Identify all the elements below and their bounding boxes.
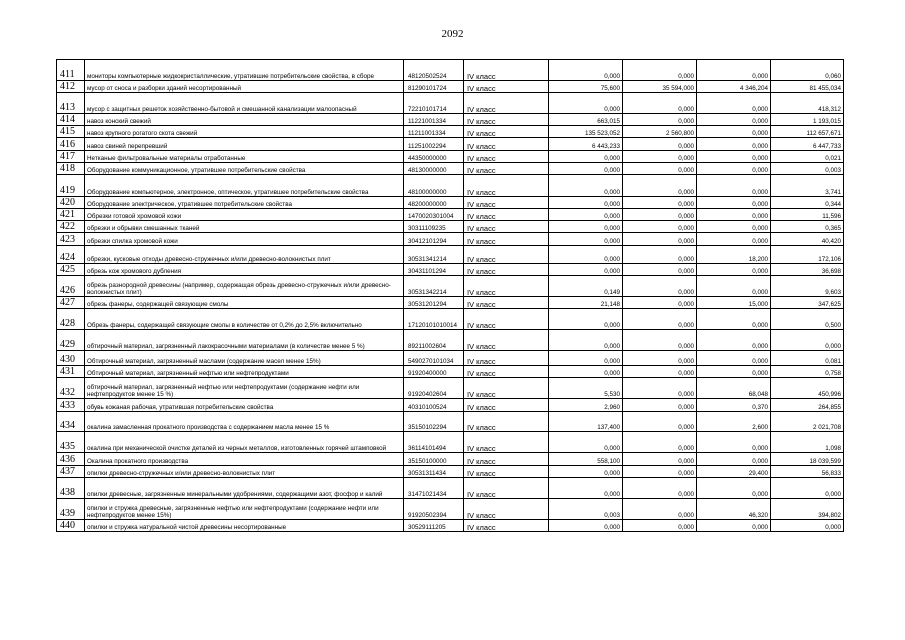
- value-1: 0,000: [549, 432, 623, 453]
- value-3: 0,000: [697, 276, 771, 297]
- value-1: 0,000: [549, 221, 623, 233]
- row-number: 434: [57, 412, 85, 432]
- row-number: 439: [57, 499, 85, 520]
- value-1: 0,000: [549, 351, 623, 366]
- value-2: 0,000: [623, 478, 697, 499]
- value-1: 0,149: [549, 276, 623, 297]
- waste-code: 91920502394: [404, 499, 464, 520]
- value-4: 418,312: [771, 93, 844, 114]
- value-3: 0,000: [697, 351, 771, 366]
- hazard-class: IV класс: [464, 221, 549, 233]
- value-4: 81 455,034: [771, 81, 844, 93]
- value-2: 0,000: [623, 93, 697, 114]
- value-4: 2 021,708: [771, 412, 844, 432]
- page-number: 2092: [441, 28, 464, 40]
- hazard-class: IV класс: [464, 264, 549, 276]
- row-number: 412: [57, 81, 85, 93]
- value-2: 0,000: [623, 412, 697, 432]
- row-number: 411: [57, 60, 85, 81]
- waste-name: опилки и стружка древесные, загрязненные нефтью или нефтепродуктами (содержание нефти или нефтепродуктов менее 15%): [85, 499, 404, 520]
- table-row: [57, 378, 844, 399]
- row-number: 415: [57, 126, 85, 138]
- hazard-class: IV класс: [464, 351, 549, 366]
- row-number: 440: [57, 520, 85, 532]
- value-2: 0,000: [623, 276, 697, 297]
- waste-name: опилки древесно-стружечных и/или древесно-волокнистых плит: [85, 466, 404, 478]
- value-2: 0,000: [623, 60, 697, 81]
- waste-code: 30412101294: [404, 233, 464, 246]
- hazard-class: IV класс: [464, 478, 549, 499]
- row-number: 422: [57, 221, 85, 233]
- value-4: 9,603: [771, 276, 844, 297]
- value-4: 11,596: [771, 209, 844, 221]
- value-4: 0,344: [771, 197, 844, 209]
- table-row: [57, 81, 844, 93]
- hazard-class: IV класс: [464, 138, 549, 151]
- table-row: [57, 466, 844, 478]
- row-number: 414: [57, 114, 85, 126]
- value-2: 2 560,800: [623, 126, 697, 138]
- value-3: 0,000: [697, 233, 771, 246]
- table-row: [57, 246, 844, 264]
- hazard-class: IV класс: [464, 60, 549, 81]
- row-number: 428: [57, 309, 85, 330]
- waste-name: окалина замасленная прокатного производства с содержанием масла менее 15 %: [85, 412, 404, 432]
- hazard-class: IV класс: [464, 93, 549, 114]
- waste-code: 5490270101034: [404, 351, 464, 366]
- waste-name: опилки и стружка натуральной чистой древесины несортированные: [85, 520, 404, 532]
- waste-code: 30529111205: [404, 520, 464, 532]
- row-number: 438: [57, 478, 85, 499]
- waste-name: Оборудование коммуникационное, утратившее потребительские свойства: [85, 163, 404, 175]
- row-number: 418: [57, 163, 85, 175]
- waste-name: мусор от сноса и разборки зданий несортированный: [85, 81, 404, 93]
- hazard-class: IV класс: [464, 126, 549, 138]
- table-row: [57, 520, 844, 532]
- value-4: 1 193,015: [771, 114, 844, 126]
- row-number: 436: [57, 453, 85, 466]
- waste-code: 17120101010014: [404, 309, 464, 330]
- waste-name: Нетканые фильтровальные материалы отработанные: [85, 151, 404, 163]
- hazard-class: IV класс: [464, 366, 549, 378]
- hazard-class: IV класс: [464, 466, 549, 478]
- waste-code: 11211001334: [404, 126, 464, 138]
- table-row: [57, 221, 844, 233]
- hazard-class: IV класс: [464, 297, 549, 309]
- hazard-class: IV класс: [464, 330, 549, 351]
- value-1: 0,000: [549, 309, 623, 330]
- value-3: 29,400: [697, 466, 771, 478]
- waste-name: Обрезь фанеры, содержащей связующие смолы в количестве от 0,2% до 2,5% включительно: [85, 309, 404, 330]
- waste-name: окалина при механической очистке деталей из черных металлов, изготовленных горячей штамповкой: [85, 432, 404, 453]
- row-number: 437: [57, 466, 85, 478]
- value-2: 0,000: [623, 246, 697, 264]
- row-number: 416: [57, 138, 85, 151]
- hazard-class: IV класс: [464, 432, 549, 453]
- value-1: 0,000: [549, 366, 623, 378]
- waste-name: мусор с защитных решеток хозяйственно-бытовой и смешанной канализации малоопасный: [85, 93, 404, 114]
- value-1: 5,530: [549, 378, 623, 399]
- table-row: [57, 432, 844, 453]
- value-3: 0,000: [697, 520, 771, 532]
- value-3: 0,000: [697, 138, 771, 151]
- value-3: 0,000: [697, 93, 771, 114]
- value-4: 394,802: [771, 499, 844, 520]
- waste-code: 81290101724: [404, 81, 464, 93]
- waste-code: 72210101714: [404, 93, 464, 114]
- row-number: 432: [57, 378, 85, 399]
- value-1: 135 523,052: [549, 126, 623, 138]
- waste-name: обрезь разнородной древесины (например, содержащая обрезь древесно-стружечных и/или древесно-волокнистых плит): [85, 276, 404, 297]
- waste-name: обрезь фанеры, содержащей связующие смолы: [85, 297, 404, 309]
- value-3: 15,000: [697, 297, 771, 309]
- row-number: 433: [57, 399, 85, 412]
- hazard-class: IV класс: [464, 499, 549, 520]
- table-row: [57, 138, 844, 151]
- waste-code: 31471021434: [404, 478, 464, 499]
- table-row: [57, 175, 844, 197]
- value-4: 0,758: [771, 366, 844, 378]
- waste-code: 89211002604: [404, 330, 464, 351]
- hazard-class: IV класс: [464, 151, 549, 163]
- waste-code: 35150100000: [404, 453, 464, 466]
- value-2: 0,000: [623, 309, 697, 330]
- table-row: [57, 366, 844, 378]
- row-number: 429: [57, 330, 85, 351]
- value-2: 0,000: [623, 499, 697, 520]
- value-1: 0,000: [549, 466, 623, 478]
- value-4: 450,996: [771, 378, 844, 399]
- value-3: 68,048: [697, 378, 771, 399]
- value-2: 0,000: [623, 264, 697, 276]
- waste-code: 30431101294: [404, 264, 464, 276]
- value-2: 0,000: [623, 466, 697, 478]
- row-number: 425: [57, 264, 85, 276]
- row-number: 413: [57, 93, 85, 114]
- hazard-class: IV класс: [464, 399, 549, 412]
- value-2: 0,000: [623, 453, 697, 466]
- table-row: [57, 233, 844, 246]
- hazard-class: IV класс: [464, 197, 549, 209]
- waste-code: 48130000000: [404, 163, 464, 175]
- value-3: 0,000: [697, 366, 771, 378]
- row-number: 419: [57, 175, 85, 197]
- value-3: 0,000: [697, 432, 771, 453]
- waste-name: обтирочный материал, загрязненный нефтью или нефтепродуктами (содержание нефти или нефтепродуктов менее 15 %): [85, 378, 404, 399]
- value-1: 2,960: [549, 399, 623, 412]
- table-row: [57, 276, 844, 297]
- row-number: 430: [57, 351, 85, 366]
- waste-name: обрезь кож хромового дубления: [85, 264, 404, 276]
- value-2: 35 594,000: [623, 81, 697, 93]
- waste-code: 30311109235: [404, 221, 464, 233]
- value-1: 0,000: [549, 264, 623, 276]
- row-number: 435: [57, 432, 85, 453]
- value-3: 4 346,204: [697, 81, 771, 93]
- value-4: 56,833: [771, 466, 844, 478]
- table-row: [57, 151, 844, 163]
- row-number: 424: [57, 246, 85, 264]
- row-number: 426: [57, 276, 85, 297]
- value-4: 0,500: [771, 309, 844, 330]
- waste-code: 48200000000: [404, 197, 464, 209]
- waste-code: 91920400000: [404, 366, 464, 378]
- value-3: 0,000: [697, 330, 771, 351]
- value-4: 18 039,599: [771, 453, 844, 466]
- value-1: 21,148: [549, 297, 623, 309]
- value-1: 558,100: [549, 453, 623, 466]
- value-2: 0,000: [623, 297, 697, 309]
- value-3: 2,600: [697, 412, 771, 432]
- table-row: [57, 114, 844, 126]
- value-3: 18,200: [697, 246, 771, 264]
- waste-name: опилки древесные, загрязненные минеральными удобрениями, содержащими азот, фосфор и калий: [85, 478, 404, 499]
- value-1: 0,000: [549, 478, 623, 499]
- table-row: [57, 209, 844, 221]
- waste-code: 30531342214: [404, 276, 464, 297]
- waste-code: 11251002294: [404, 138, 464, 151]
- value-3: 0,000: [697, 163, 771, 175]
- value-2: 0,000: [623, 330, 697, 351]
- value-1: 6 443,233: [549, 138, 623, 151]
- value-3: 0,000: [697, 478, 771, 499]
- row-number: 423: [57, 233, 85, 246]
- value-1: 0,000: [549, 163, 623, 175]
- value-4: 40,420: [771, 233, 844, 246]
- table-row: [57, 197, 844, 209]
- waste-code: 30531311434: [404, 466, 464, 478]
- value-3: 0,000: [697, 309, 771, 330]
- waste-code: 11221001334: [404, 114, 464, 126]
- waste-name: Обтирочный материал, загрязненный нефтью или нефтепродуктами: [85, 366, 404, 378]
- hazard-class: IV класс: [464, 233, 549, 246]
- table-row: [57, 126, 844, 138]
- value-4: 1,098: [771, 432, 844, 453]
- value-3: 0,000: [697, 151, 771, 163]
- row-number: 431: [57, 366, 85, 378]
- value-2: 0,000: [623, 520, 697, 532]
- waste-name: навоз крупного рогатого скота свежий: [85, 126, 404, 138]
- value-1: 75,600: [549, 81, 623, 93]
- value-2: 0,000: [623, 175, 697, 197]
- hazard-class: IV класс: [464, 453, 549, 466]
- table-row: [57, 297, 844, 309]
- value-2: 0,000: [623, 197, 697, 209]
- value-2: 0,000: [623, 138, 697, 151]
- value-4: 347,625: [771, 297, 844, 309]
- value-2: 0,000: [623, 378, 697, 399]
- value-4: 172,106: [771, 246, 844, 264]
- table-row: [57, 399, 844, 412]
- table-row: [57, 330, 844, 351]
- waste-name: обрезки спилка хромовой кожи: [85, 233, 404, 246]
- waste-name: мониторы компьютерные жидкокристаллические, утратившие потребительские свойства, в сборе: [85, 60, 404, 81]
- value-2: 0,000: [623, 399, 697, 412]
- waste-name: Окалина прокатного производства: [85, 453, 404, 466]
- value-1: 0,000: [549, 330, 623, 351]
- row-number: 421: [57, 209, 85, 221]
- hazard-class: IV класс: [464, 81, 549, 93]
- hazard-class: IV класс: [464, 246, 549, 264]
- row-number: 417: [57, 151, 85, 163]
- value-4: 0,060: [771, 60, 844, 81]
- waste-name: навоз свиней перепревший: [85, 138, 404, 151]
- value-2: 0,000: [623, 351, 697, 366]
- value-4: 36,698: [771, 264, 844, 276]
- value-1: 0,000: [549, 233, 623, 246]
- waste-name: Обтирочный материал, загрязненный маслами (содержание масел менее 15%): [85, 351, 404, 366]
- value-1: 0,000: [549, 246, 623, 264]
- value-4: 264,855: [771, 399, 844, 412]
- table-row: [57, 163, 844, 175]
- waste-name: Оборудование электрическое, утратившее потребительские свойства: [85, 197, 404, 209]
- value-3: 0,000: [697, 221, 771, 233]
- waste-name: Оборудование компьютерное, электронное, оптическое, утратившее потребительские свойства: [85, 175, 404, 197]
- waste-code: 1470020301004: [404, 209, 464, 221]
- waste-name: обтирочный материал, загрязненный лакокрасочными материалами (в количестве менее 5 %): [85, 330, 404, 351]
- table-row: [57, 60, 844, 81]
- waste-name: обрезки, кусковые отходы древесно-стружечных и/или древесно-волокнистых плит: [85, 246, 404, 264]
- value-1: 663,015: [549, 114, 623, 126]
- table-row: [57, 264, 844, 276]
- waste-code: 48100000000: [404, 175, 464, 197]
- waste-name: обувь кожаная рабочая, утратившая потребительские свойства: [85, 399, 404, 412]
- hazard-class: IV класс: [464, 412, 549, 432]
- value-2: 0,000: [623, 366, 697, 378]
- row-number: 427: [57, 297, 85, 309]
- table-row: [57, 351, 844, 366]
- waste-name: Обрезки готовой хромовой кожи: [85, 209, 404, 221]
- waste-name: обрезки и обрывки смешанных тканей: [85, 221, 404, 233]
- value-3: 0,000: [697, 175, 771, 197]
- waste-code: 44350000000: [404, 151, 464, 163]
- row-number: 420: [57, 197, 85, 209]
- value-2: 0,000: [623, 209, 697, 221]
- value-1: 0,000: [549, 175, 623, 197]
- waste-code: 30531341214: [404, 246, 464, 264]
- waste-code: 36114101494: [404, 432, 464, 453]
- table-row: [57, 453, 844, 466]
- value-4: 0,365: [771, 221, 844, 233]
- waste-table: [56, 59, 844, 532]
- value-4: 0,081: [771, 351, 844, 366]
- value-2: 0,000: [623, 163, 697, 175]
- table-row: [57, 412, 844, 432]
- waste-code: 48120502524: [404, 60, 464, 81]
- value-3: 0,000: [697, 114, 771, 126]
- value-2: 0,000: [623, 114, 697, 126]
- waste-code: 91920402604: [404, 378, 464, 399]
- value-4: 112 657,671: [771, 126, 844, 138]
- value-4: 0,003: [771, 163, 844, 175]
- waste-name: навоз конский свежий: [85, 114, 404, 126]
- value-4: 0,000: [771, 330, 844, 351]
- table-row: [57, 93, 844, 114]
- value-1: 0,000: [549, 209, 623, 221]
- value-4: 3,741: [771, 175, 844, 197]
- value-2: 0,000: [623, 432, 697, 453]
- value-3: 0,000: [697, 264, 771, 276]
- value-3: 0,000: [697, 209, 771, 221]
- value-3: 0,370: [697, 399, 771, 412]
- table-row: [57, 499, 844, 520]
- value-1: 137,400: [549, 412, 623, 432]
- hazard-class: IV класс: [464, 175, 549, 197]
- value-3: 0,000: [697, 126, 771, 138]
- value-4: 0,021: [771, 151, 844, 163]
- hazard-class: IV класс: [464, 309, 549, 330]
- value-2: 0,000: [623, 151, 697, 163]
- value-4: 0,000: [771, 520, 844, 532]
- value-3: 46,320: [697, 499, 771, 520]
- table-row: [57, 478, 844, 499]
- value-1: 0,000: [549, 520, 623, 532]
- hazard-class: IV класс: [464, 163, 549, 175]
- value-1: 0,000: [549, 151, 623, 163]
- value-1: 0,000: [549, 197, 623, 209]
- value-3: 0,000: [697, 60, 771, 81]
- value-4: 6 447,733: [771, 138, 844, 151]
- hazard-class: IV класс: [464, 378, 549, 399]
- value-1: 0,000: [549, 60, 623, 81]
- value-2: 0,000: [623, 221, 697, 233]
- waste-code: 35150102294: [404, 412, 464, 432]
- hazard-class: IV класс: [464, 520, 549, 532]
- value-2: 0,000: [623, 233, 697, 246]
- table-row: [57, 309, 844, 330]
- waste-code: 30531201294: [404, 297, 464, 309]
- value-1: 0,003: [549, 499, 623, 520]
- hazard-class: IV класс: [464, 209, 549, 221]
- waste-code: 40310100524: [404, 399, 464, 412]
- value-3: 0,000: [697, 197, 771, 209]
- value-4: 0,000: [771, 478, 844, 499]
- value-1: 0,000: [549, 93, 623, 114]
- value-3: 0,000: [697, 453, 771, 466]
- hazard-class: IV класс: [464, 114, 549, 126]
- hazard-class: IV класс: [464, 276, 549, 297]
